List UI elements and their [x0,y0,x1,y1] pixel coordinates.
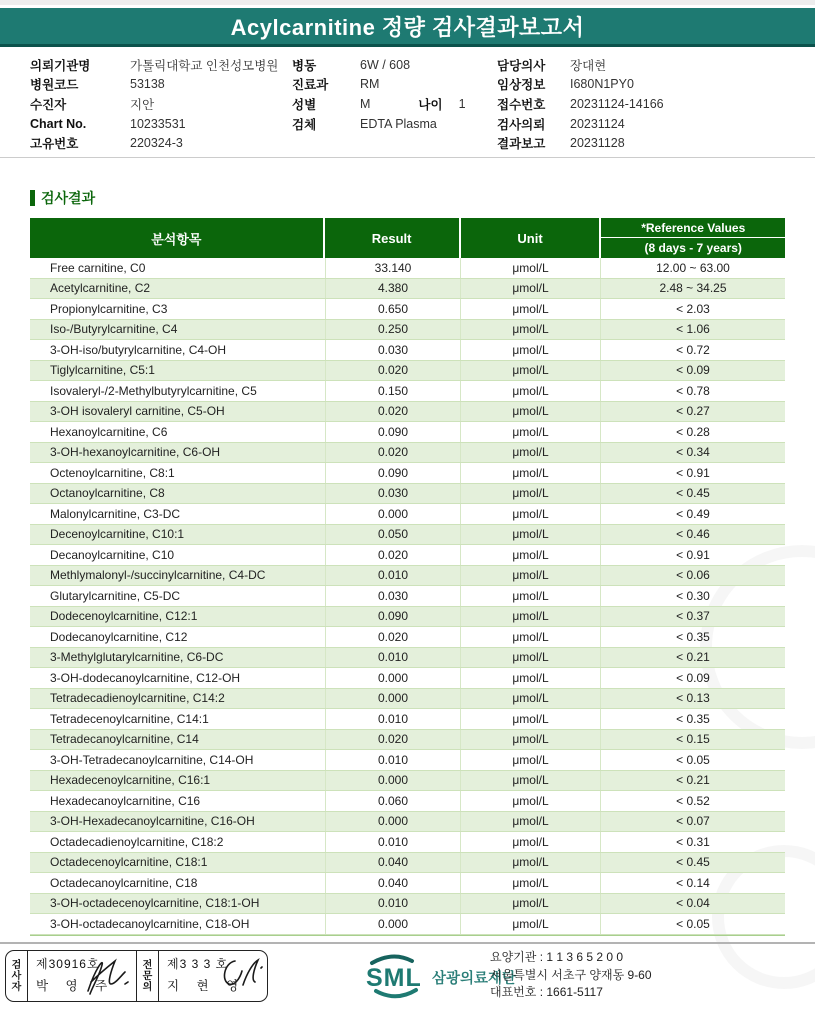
result-value: 0.020 [325,545,460,565]
field-label: 고유번호 [30,137,79,152]
patient-info-row [30,133,292,153]
specialist-name: 지 현 영 [167,979,246,993]
reference-range: < 0.21 [600,648,785,668]
unit-value: μmol/L [460,258,600,278]
reference-range: < 0.30 [600,586,785,606]
patient-info-row [30,75,292,95]
reference-range: < 0.35 [600,627,785,647]
unit-value: μmol/L [460,627,600,647]
reference-age-range-label: (8 days - 7 years) [644,241,742,255]
section-divider [0,157,815,158]
field-value: 10233531 [130,116,186,131]
analyte-name: 3-OH-dodecanoylcarnitine, C12-OH [50,670,241,685]
field-value: EDTA Plasma [360,116,437,131]
result-value: 0.010 [325,894,460,914]
patient-info-row [292,94,497,114]
results-table [30,218,785,936]
table-row [30,504,785,525]
analyte-name: 3-OH-Hexadecanoylcarnitine, C16-OH [50,814,255,829]
analyte-name: Hexadecanoylcarnitine, C16 [50,793,201,808]
result-value: 0.060 [325,791,460,811]
analyte-name: Octanoylcarnitine, C8 [50,486,165,501]
specialist-cell [159,951,267,1001]
analyte-name: 3-OH-iso/butyrylcarnitine, C4-OH [50,342,227,357]
analyte-name: 3-Methylglutarylcarnitine, C6-DC [50,650,224,665]
patient-info-row [497,94,787,114]
column-header-unit: Unit [459,218,600,258]
analyte-name: Iso-/Butyrylcarnitine, C4 [50,322,178,337]
scan-edge-strip [0,0,815,5]
result-value: 33.140 [325,258,460,278]
field-label: 임상정보 [497,78,546,93]
result-value: 0.090 [325,463,460,483]
patient-info-row [497,114,787,134]
reference-range: < 0.34 [600,443,785,463]
reference-range: < 1.06 [600,320,785,340]
reference-range: < 0.28 [600,422,785,442]
result-value: 0.030 [325,484,460,504]
result-value: 0.010 [325,750,460,770]
reference-range: < 0.78 [600,381,785,401]
reference-range: < 0.46 [600,525,785,545]
table-row [30,750,785,771]
reference-range: < 0.35 [600,709,785,729]
reference-range: < 0.15 [600,730,785,750]
unit-value: μmol/L [460,832,600,852]
field-value: 220324-3 [130,136,183,151]
examiner-signature [82,955,134,997]
report-title: Acylcarnitine 정량 검사결과보고서 [230,14,585,40]
unit-value: μmol/L [460,340,600,360]
field-label: 결과보고 [497,137,546,152]
field-label: 담당의사 [497,58,546,73]
analyte-name: Methlymalonyl-/succinylcarnitine, C4-DC [50,568,266,583]
reference-range: < 0.45 [600,853,785,873]
analyte-name: Octadecadienoylcarnitine, C18:2 [50,834,224,849]
role-char: 의 [142,981,153,993]
field-value: 20231124 [570,116,625,131]
field-value: 53138 [130,77,165,92]
table-row [30,320,785,341]
analyte-name: Decenoylcarnitine, C10:1 [50,527,185,542]
unit-value: μmol/L [460,586,600,606]
analyte-name: 3-OH-Tetradecanoylcarnitine, C14-OH [50,752,254,767]
result-value: 0.010 [325,648,460,668]
table-row [30,668,785,689]
field-label: 수진자 [30,97,67,112]
table-row [30,832,785,853]
result-value: 0.150 [325,381,460,401]
patient-info-row [30,114,292,134]
report-banner [0,8,815,47]
results-table-header [30,218,785,258]
table-row [30,463,785,484]
table-row [30,258,785,279]
role-char: 자 [11,981,22,993]
reference-range: < 0.91 [600,463,785,483]
specialist-role-label [136,951,159,1001]
analyte-name: Octadecenoylcarnitine, C18:1 [50,855,208,870]
field-value: 가톨릭대학교 인천성모병원 [130,58,279,73]
unit-value: μmol/L [460,484,600,504]
section-title-bar [30,190,35,206]
table-row [30,279,785,300]
analyte-name: Tiglylcarnitine, C5:1 [50,363,155,378]
reference-range: < 0.06 [600,566,785,586]
result-value: 0.090 [325,422,460,442]
analyte-name: Malonylcarnitine, C3-DC [50,506,181,521]
unit-value: μmol/L [460,709,600,729]
result-value: 0.020 [325,730,460,750]
result-value: 0.040 [325,853,460,873]
unit-value: μmol/L [460,791,600,811]
analyte-name: Tetradecenoylcarnitine, C14:1 [50,711,209,726]
analyte-name: Hexadecenoylcarnitine, C16:1 [50,773,211,788]
column-header-result: Result [323,218,459,258]
table-row [30,771,785,792]
reference-range: 2.48 ~ 34.25 [600,279,785,299]
unit-value: μmol/L [460,607,600,627]
unit-value: μmol/L [460,279,600,299]
analyte-name: 3-OH-octadecenoylcarnitine, C18:1-OH [50,896,260,911]
result-value: 0.030 [325,340,460,360]
result-value: 0.090 [325,607,460,627]
field-label: 검사의뢰 [497,117,546,132]
table-row [30,361,785,382]
reference-range: < 0.09 [600,668,785,688]
field-value: 6W / 608 [360,57,411,72]
svg-text:SML: SML [366,964,422,992]
analyte-name: Tetradecanoylcarnitine, C14 [50,732,199,747]
field-label: 병동 [292,58,317,73]
patient-info-row [497,75,787,95]
analyte-name: 3-OH isovaleryl carnitine, C5-OH [50,404,225,419]
unit-value: μmol/L [460,771,600,791]
reference-range: < 0.45 [600,484,785,504]
section-title-text: 검사결과 [41,190,96,206]
signature-stamp-box [5,950,268,1002]
column-header-reference [599,218,785,258]
unit-value: μmol/L [460,689,600,709]
reference-range: < 2.03 [600,299,785,319]
unit-value: μmol/L [460,402,600,422]
field-label: 진료과 [292,78,329,93]
table-row [30,689,785,710]
result-value: 0.020 [325,443,460,463]
analyte-name: Octadecanoylcarnitine, C18 [50,875,198,890]
role-char: 전 [142,959,153,971]
result-value: 0.030 [325,586,460,606]
table-row [30,340,785,361]
table-row [30,894,785,915]
organization-phone: 대표번호 : 1661-5117 [490,985,603,999]
field-value: I680N1PY0 [570,77,634,92]
result-value: 0.000 [325,668,460,688]
unit-value: μmol/L [460,894,600,914]
specialist-license-no: 제3 3 3 호 [167,957,229,971]
analyte-name: 3-OH-hexanoylcarnitine, C6-OH [50,445,221,460]
role-char: 검 [11,959,22,971]
reference-range: < 0.14 [600,873,785,893]
unit-value: μmol/L [460,853,600,873]
role-char: 문 [142,970,153,982]
patient-info-middle [292,55,497,133]
result-value: 0.010 [325,566,460,586]
analyte-name: Hexanoylcarnitine, C6 [50,424,168,439]
table-row [30,627,785,648]
unit-value: μmol/L [460,504,600,524]
field-value: 장대현 [570,58,607,73]
reference-range: < 0.52 [600,791,785,811]
field-value: RM [360,77,380,92]
table-row [30,299,785,320]
reference-range: < 0.07 [600,812,785,832]
examiner-license-no: 제30916호 [36,957,100,971]
reference-range: < 0.04 [600,894,785,914]
unit-value: μmol/L [460,873,600,893]
result-value: 0.010 [325,709,460,729]
result-value: 0.010 [325,832,460,852]
organization-address: 서울특별시 서초구 양재동 9-60 [490,967,652,982]
sml-logo [360,950,428,1002]
result-value: 0.020 [325,361,460,381]
unit-value: μmol/L [460,422,600,442]
reference-range: < 0.37 [600,607,785,627]
table-row [30,484,785,505]
table-row [30,730,785,751]
unit-value: μmol/L [460,914,600,934]
analyte-name: Octenoylcarnitine, C8:1 [50,465,175,480]
reference-range: < 0.05 [600,914,785,934]
organization-name: 삼광의료재단 [432,971,517,987]
reference-range: < 0.21 [600,771,785,791]
unit-value: μmol/L [460,299,600,319]
result-value: 0.000 [325,771,460,791]
analyte-name: Free carnitine, C0 [50,260,146,275]
field-value: 지안 [130,97,155,112]
table-row [30,853,785,874]
field-label: 성별 [292,97,317,112]
result-value: 0.650 [325,299,460,319]
unit-value: μmol/L [460,361,600,381]
unit-value: μmol/L [460,648,600,668]
table-row [30,914,785,935]
table-row [30,545,785,566]
reference-range: < 0.49 [600,504,785,524]
field-label: 나이 [418,97,443,112]
table-row [30,443,785,464]
field-value: 1 [458,96,466,111]
unit-value: μmol/L [460,463,600,483]
analyte-name: Tetradecadienoylcarnitine, C14:2 [50,691,225,706]
analyte-name: Dodecanoylcarnitine, C12 [50,629,188,644]
table-row [30,566,785,587]
organization-details [490,949,652,1002]
table-row [30,381,785,402]
result-value: 0.020 [325,402,460,422]
patient-info-row [292,114,497,134]
patient-info-right [497,55,787,153]
field-label: 접수번호 [497,97,546,112]
examiner-role-label [6,951,28,1001]
field-value: 20231128 [570,136,625,151]
patient-info-row [30,55,292,75]
unit-value: μmol/L [460,812,600,832]
role-char: 사 [11,970,22,982]
result-value: 0.050 [325,525,460,545]
table-row [30,586,785,607]
field-value: 20231124-14166 [570,96,664,111]
analyte-name: 3-OH-octadecanoylcarnitine, C18-OH [50,916,250,931]
table-row [30,791,785,812]
patient-info-row [497,133,787,153]
result-value: 0.000 [325,812,460,832]
field-value: M [360,96,371,111]
unit-value: μmol/L [460,381,600,401]
results-table-body [30,258,785,936]
result-value: 0.000 [325,504,460,524]
result-value: 0.000 [325,689,460,709]
reference-range: 12.00 ~ 63.00 [600,258,785,278]
table-row [30,812,785,833]
specialist-signature [217,955,265,997]
unit-value: μmol/L [460,668,600,688]
analyte-name: Dodecenoylcarnitine, C12:1 [50,609,198,624]
result-value: 0.020 [325,627,460,647]
footer-divider [0,942,815,944]
unit-value: μmol/L [460,320,600,340]
care-institution-number: 요양기관 : 1 1 3 6 5 2 0 0 [490,950,624,964]
patient-info-left [30,55,292,153]
reference-values-label: *Reference Values [601,218,785,238]
field-label: 검체 [292,117,317,132]
analyte-name: Acetylcarnitine, C2 [50,281,151,296]
unit-value: μmol/L [460,443,600,463]
reference-range: < 0.91 [600,545,785,565]
analyte-name: Propionylcarnitine, C3 [50,301,168,316]
table-row [30,422,785,443]
unit-value: μmol/L [460,730,600,750]
table-row [30,525,785,546]
field-label: 병원코드 [30,78,79,93]
result-value: 0.250 [325,320,460,340]
table-row [30,402,785,423]
patient-info-row [292,75,497,95]
unit-value: μmol/L [460,750,600,770]
reference-range: < 0.05 [600,750,785,770]
examiner-name: 박 영 주 [36,979,115,993]
result-value: 0.000 [325,914,460,934]
unit-value: μmol/L [460,566,600,586]
reference-range: < 0.13 [600,689,785,709]
table-row [30,709,785,730]
column-header-analyte: 분석항목 [151,231,202,247]
analyte-name: Isovaleryl-/2-Methylbutyrylcarnitine, C5 [50,383,257,398]
table-row [30,873,785,894]
analyte-name: Decanoylcarnitine, C10 [50,547,175,562]
result-value: 0.040 [325,873,460,893]
reference-range: < 0.72 [600,340,785,360]
result-value: 4.380 [325,279,460,299]
analyte-name: Glutarylcarnitine, C5-DC [50,588,181,603]
table-row [30,607,785,628]
table-row [30,648,785,669]
reference-range: < 0.31 [600,832,785,852]
patient-info-row [30,94,292,114]
patient-info-row [497,55,787,75]
field-label: Chart No. [30,116,87,131]
reference-range: < 0.27 [600,402,785,422]
results-section-title [30,188,95,208]
field-label: 의뢰기관명 [30,58,91,73]
examiner-cell [28,951,136,1001]
patient-info-row [292,55,497,75]
unit-value: μmol/L [460,545,600,565]
unit-value: μmol/L [460,525,600,545]
reference-range: < 0.09 [600,361,785,381]
